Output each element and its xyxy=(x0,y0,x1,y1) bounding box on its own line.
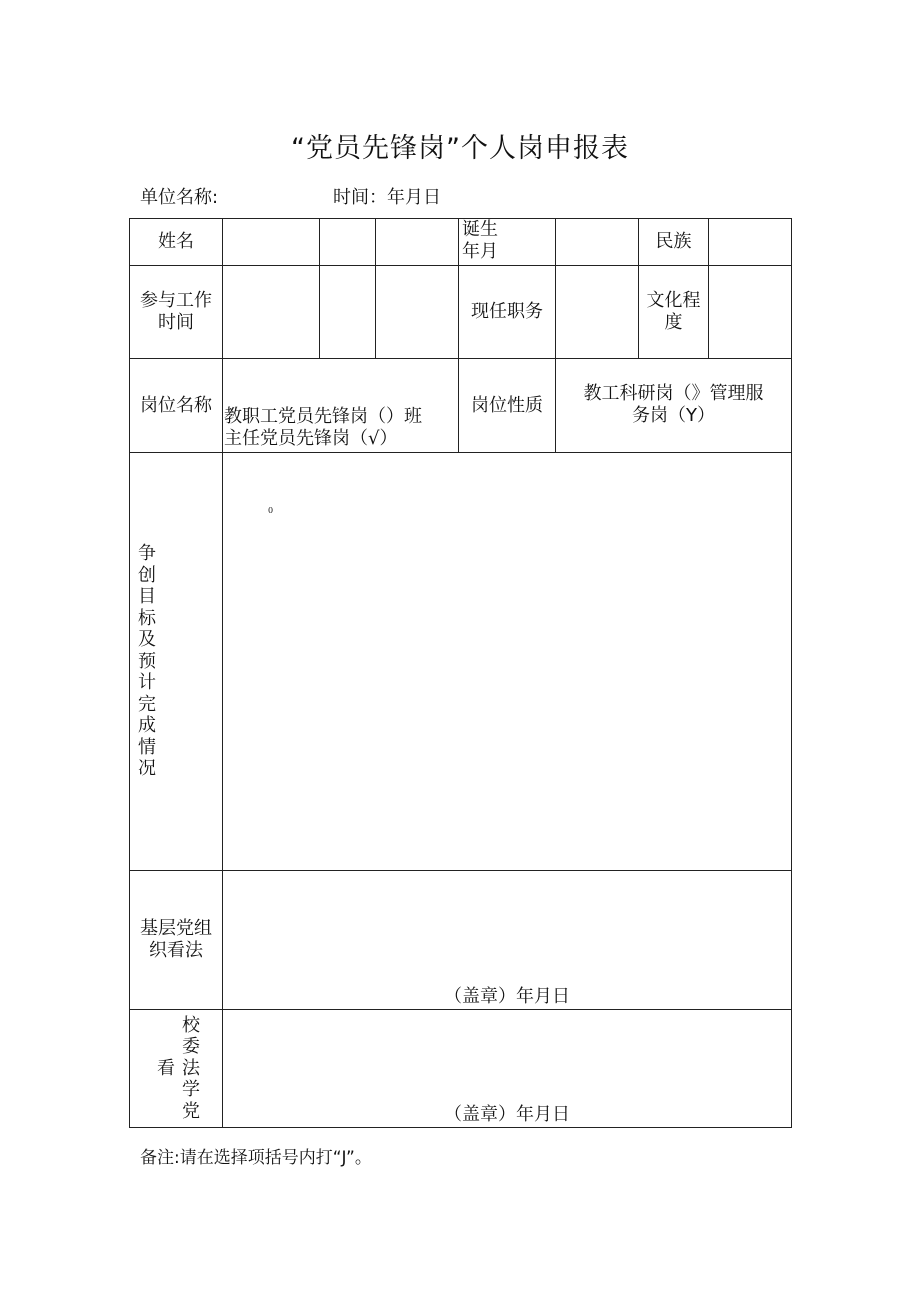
post-nature-option-1: 教工科研岗（》管理服 xyxy=(583,383,764,404)
grassroots-label-cell xyxy=(130,871,223,1010)
grassroots-label-line2: 织看法 xyxy=(149,940,203,961)
post-nature-option-2: 务岗（Y） xyxy=(632,405,715,426)
position-label: 现任职务 xyxy=(471,301,543,322)
birth-label-cell xyxy=(459,219,556,266)
goals-value-cell[interactable] xyxy=(223,453,792,871)
education-value-cell[interactable] xyxy=(709,266,792,359)
name-extra-cell-1[interactable] xyxy=(320,219,376,266)
grassroots-value-cell[interactable] xyxy=(223,871,792,1010)
goals-label-char: 标 xyxy=(138,607,156,629)
post-name-label: 岗位名称 xyxy=(140,394,212,416)
post-name-label-cell xyxy=(130,359,223,453)
name-label: 姓名 xyxy=(158,231,194,252)
education-label-line2: 度 xyxy=(664,312,683,333)
goals-label-char: 预 xyxy=(138,650,156,672)
post-nature-label-cell xyxy=(459,359,556,453)
form-title: “党员先锋岗”个人岗申报表 xyxy=(291,133,629,164)
school-label-char: 校 xyxy=(182,1014,200,1036)
post-name-option-1: 教职工党员先锋岗（）班 xyxy=(224,406,422,427)
name-label-cell xyxy=(130,219,223,266)
footer-note: 备注:请在选择项括号内打“J”。 xyxy=(140,1148,372,1168)
ethnicity-label-cell xyxy=(639,219,709,266)
row-post xyxy=(130,359,792,453)
school-label-char: 学 xyxy=(182,1079,200,1100)
row-grassroots xyxy=(130,871,792,1010)
unit-name-label: 单位名称: xyxy=(140,187,219,208)
grassroots-label-line1: 基层党组 xyxy=(140,918,212,939)
goals-label-char: 计 xyxy=(138,672,156,694)
ethnicity-label: 民族 xyxy=(655,231,692,252)
school-label-column xyxy=(180,1015,202,1123)
work-time-extra-cell-2[interactable] xyxy=(376,266,459,359)
goals-label-char: 创 xyxy=(138,564,156,586)
row-name xyxy=(130,219,792,266)
name-value-cell[interactable] xyxy=(223,219,320,266)
post-nature-value-cell[interactable] xyxy=(556,359,792,453)
education-label-cell xyxy=(639,266,709,359)
post-nature-label: 岗位性质 xyxy=(471,394,543,416)
name-extra-cell-2[interactable] xyxy=(376,219,459,266)
school-label-extra: 看 xyxy=(157,1057,175,1079)
work-time-value-cell[interactable] xyxy=(223,266,320,359)
row-work-time xyxy=(130,266,792,359)
school-value-cell[interactable] xyxy=(223,1010,792,1128)
goals-label-char: 目 xyxy=(138,586,156,608)
grassroots-seal-text: （盖章）年月日 xyxy=(444,986,570,1007)
row-goals xyxy=(130,453,792,871)
row-school xyxy=(130,1010,792,1128)
post-name-value-cell[interactable] xyxy=(223,359,459,453)
birth-value-cell[interactable] xyxy=(556,219,639,266)
ethnicity-value-cell[interactable] xyxy=(709,219,792,266)
school-seal-text: （盖章）年月日 xyxy=(444,1104,570,1125)
goals-label xyxy=(136,543,158,780)
school-label-char: 党 xyxy=(182,1100,200,1122)
position-value-cell[interactable] xyxy=(556,266,639,359)
goals-label-char: 及 xyxy=(138,629,156,651)
work-time-label-cell xyxy=(130,266,223,359)
work-time-label-line2: 时间 xyxy=(158,312,194,333)
post-name-option-2: 主任党员先锋岗（√） xyxy=(224,428,398,449)
goals-label-char: 况 xyxy=(138,758,156,780)
school-label-cell xyxy=(130,1010,223,1128)
goals-label-char: 成 xyxy=(138,715,156,737)
school-label-char: 法 xyxy=(182,1057,200,1079)
work-time-extra-cell-1[interactable] xyxy=(320,266,376,359)
birth-label-line1: 诞生 xyxy=(462,219,498,240)
goals-mark: 0 xyxy=(268,506,274,515)
application-form-table xyxy=(129,218,792,1128)
date-label: 时间：年月日 xyxy=(333,187,441,208)
position-label-cell xyxy=(459,266,556,359)
school-label-char: 委 xyxy=(182,1036,200,1057)
goals-label-char: 情 xyxy=(138,736,156,758)
goals-label-char: 完 xyxy=(138,693,156,715)
goals-label-cell xyxy=(130,453,223,871)
education-label-line1: 文化程 xyxy=(646,290,701,311)
birth-label-line2: 年月 xyxy=(462,241,498,262)
work-time-label-line1: 参与工作 xyxy=(140,290,212,311)
goals-label-char: 争 xyxy=(138,543,156,565)
school-label xyxy=(130,1011,222,1127)
